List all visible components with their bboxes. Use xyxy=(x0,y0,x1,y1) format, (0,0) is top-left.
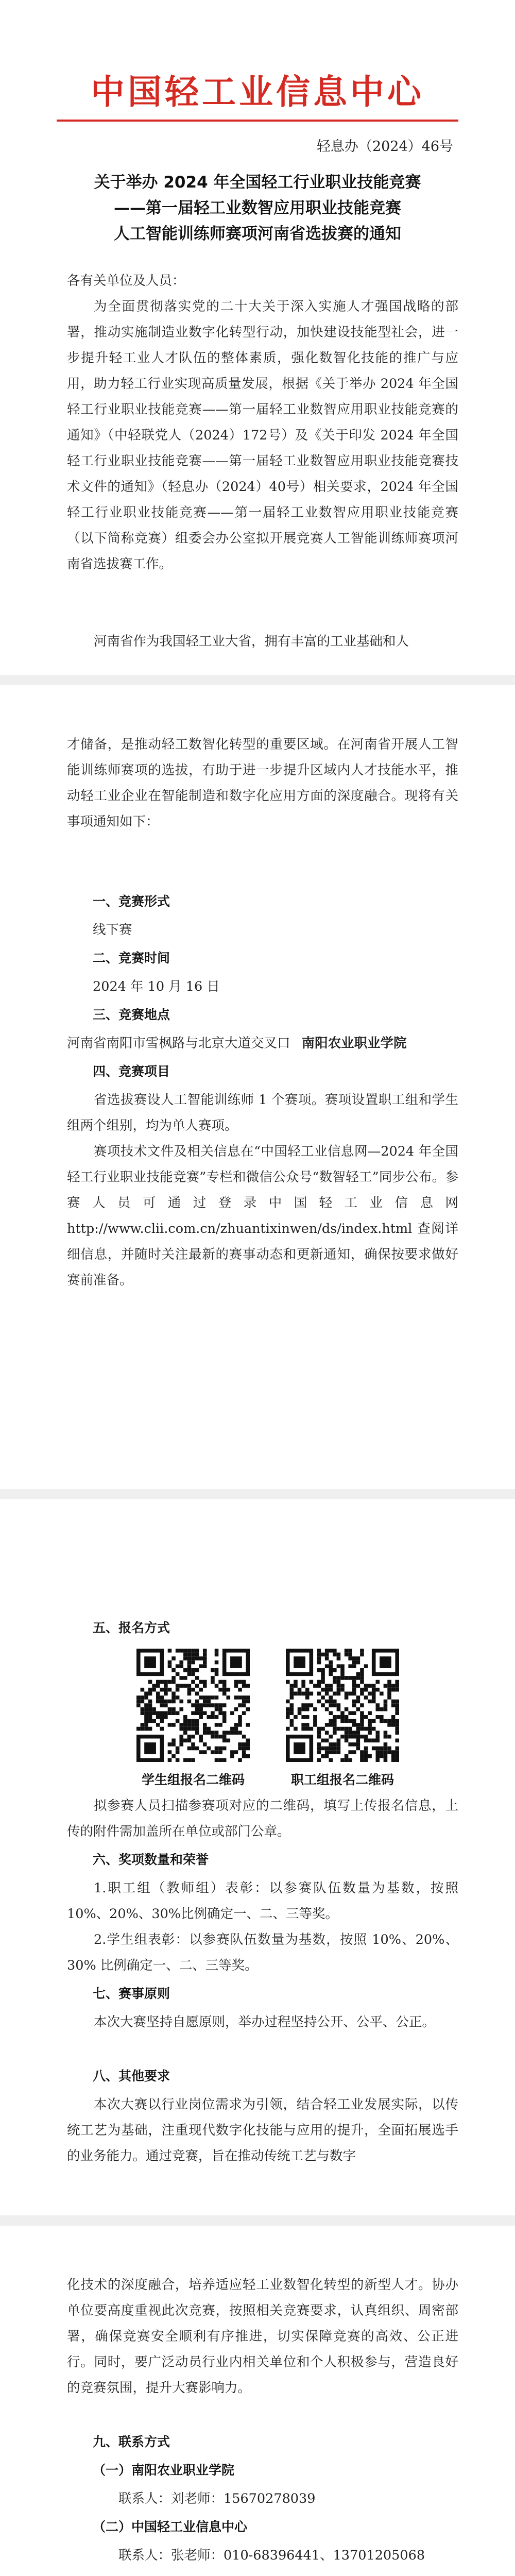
section-9-heading: 九、联系方式 xyxy=(93,2434,170,2449)
worker-qr-code-icon[interactable] xyxy=(286,1649,399,1762)
header-red-line xyxy=(57,120,458,122)
section-5-paragraph: 拟参赛人员扫描参赛项对应的二维码，填写上传报名信息，上传的附件需加盖所在单位或部门公章。 xyxy=(67,1798,458,1839)
section-4-heading: 四、竞赛项目 xyxy=(93,1064,170,1079)
section-4-paragraph-1: 省选拔赛设人工智能训练师 1 个赛项。赛项设置职工组和学生组两个组别，均为单人赛项。 xyxy=(67,1092,458,1133)
notice-title-line-3: 人工智能训练师赛项河南省选拔赛的通知 xyxy=(114,225,401,243)
section-3-body xyxy=(67,1033,407,1052)
intro-paragraph-2: 河南省作为我国轻工业大省，拥有丰富的工业基础和人 xyxy=(94,634,409,649)
contact-1-org: （一）南阳农业职业学院 xyxy=(93,2463,235,2478)
org-header-title: 中国轻工业信息中心 xyxy=(91,72,424,112)
section-6-heading: 六、奖项数量和荣誉 xyxy=(93,1852,209,1867)
greeting: 各有关单位及人员： xyxy=(67,273,185,289)
page-gap xyxy=(0,1489,515,1499)
notice-title-line-2: ——第一届轻工业数智应用职业技能竞赛 xyxy=(114,199,401,217)
section-8-heading: 八、其他要求 xyxy=(93,2069,170,2083)
section-2-heading: 二、竞赛时间 xyxy=(93,951,170,965)
intro-paragraph-2-continued: 才储备，是推动轻工数智化转型的重要区域。在河南省开展人工智能训练师赛项的选拔，有助于进一步提升区域内人才技能水平，推动轻工业企业在智能制造和数字化应用方面的深度融合。现将有关事项通知如下： xyxy=(67,737,458,829)
section-1-body: 线下赛 xyxy=(93,922,132,938)
venue-address: 河南省南阳市雪枫路与北京大道交叉口 xyxy=(67,1036,290,1051)
contact-1-person: 联系人：刘老师：15670278039 xyxy=(118,2491,316,2506)
student-qr-label: 学生组报名二维码 xyxy=(141,1772,245,1787)
intro-paragraph-1: 为全面贯彻落实党的二十大关于深入实施人才强国战略的部署，推动实施制造业数字化转型行动，加快建设技能型社会，进一步提升轻工业人才队伍的整体素质，强化数智化技能的推广与应用，助力轻工行业实现高质量发展，根据《关于举办 2024 年全国轻工行业职业技能竞赛——第一届轻工业数智应用职业技能竞赛的通知》（中轻联党人（2024）172号）及《关于印发 2024 年全国轻工行业职业技能竞赛——第一届轻工业数智应用职业技能竞赛技术文件的通知》（轻息办（2024）40号）相关要求，2024 年全国轻工行业职业技能竞赛——第一届轻工业数智应用职业技能竞赛（以下简称竞赛）组委会办公室拟开展竞赛人工智能训练师赛项河南省选拔赛工作。 xyxy=(67,299,458,572)
section-6-paragraph-2: 2.学生组表彰：以参赛队伍数量为基数，按照 10%、20%、30% 比例确定一、二、三等奖。 xyxy=(67,1932,458,1973)
contact-2-org: （二）中国轻工业信息中心 xyxy=(93,2519,248,2534)
contact-2-person: 联系人：张老师：010-68396441、13701205068 xyxy=(118,2548,425,2563)
worker-qr-label: 职工组报名二维码 xyxy=(290,1772,394,1787)
page-gap xyxy=(0,675,515,685)
section-4-paragraph-2: 赛项技术文件及相关信息在“中国轻工业信息网—2024 年全国轻工行业职业技能竞赛”专栏和微信公众号“数智轻工”同步公布。参赛人员可通过登录中国轻工业信息网 http://www.clii.com.cn/zhuantixinwen/ds/index.html 查阅详细信息，并随时关注最新的赛事动态和更新通知，确保按要求做好赛前准备。 xyxy=(67,1144,458,1288)
section-5-heading: 五、报名方式 xyxy=(93,1620,170,1635)
page-3 xyxy=(0,1499,515,2215)
section-8-paragraph-continued: 化技术的深度融合，培养适应轻工业数智化转型的新型人才。协办单位要高度重视此次竞赛，按照相关竞赛要求，认真组织、周密部署，确保竞赛安全顺利有序推进，切实保障竞赛的高效、公正进行。同时，要广泛动员行业内相关单位和个人积极参与，营造良好的竞赛氛围，提升大赛影响力。 xyxy=(67,2277,458,2396)
venue-school: 南阳农业职业学院 xyxy=(301,1036,407,1051)
section-3-heading: 三、竞赛地点 xyxy=(93,1007,170,1022)
section-1-heading: 一、竞赛形式 xyxy=(93,894,170,909)
notice-title-line-1: 关于举办 2024 年全国轻工行业职业技能竞赛 xyxy=(94,173,421,192)
section-8-paragraph: 本次大赛以行业岗位需求为引领，结合轻工业发展实际，以传统工艺为基础，注重现代数字化技能与应用的提升，全面拓展选手的业务能力。通过竞赛，旨在推动传统工艺与数字 xyxy=(67,2097,458,2164)
page-4 xyxy=(0,2226,515,2576)
page-2 xyxy=(0,685,515,1489)
page-gap xyxy=(0,2215,515,2226)
section-7-heading: 七、赛事原则 xyxy=(93,1986,170,2001)
page-1 xyxy=(0,0,515,675)
student-qr-code-icon[interactable] xyxy=(136,1649,250,1762)
section-7-paragraph: 本次大赛坚持自愿原则，举办过程坚持公开、公平、公正。 xyxy=(94,2014,436,2030)
section-6-paragraph-1: 1.职工组（教师组）表彰：以参赛队伍数量为基数，按照 10%、20%、30%比例确定一、二、三等奖。 xyxy=(67,1880,458,1922)
document-number: 轻息办（2024）46号 xyxy=(316,139,453,155)
section-2-body: 2024 年 10 月 16 日 xyxy=(93,979,220,994)
